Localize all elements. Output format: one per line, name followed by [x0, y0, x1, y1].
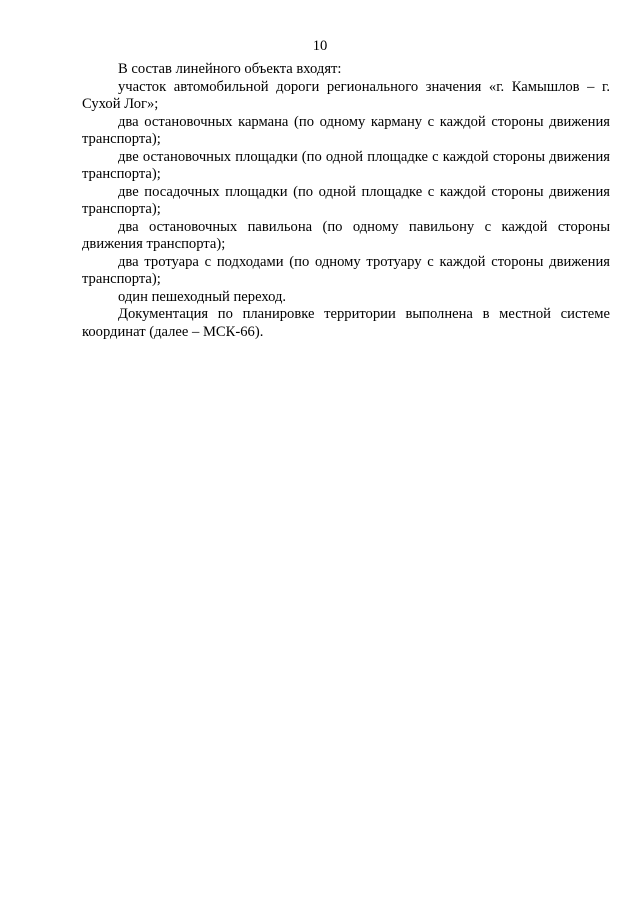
paragraph-stop-platforms: две остановочных площадки (по одной площадке с каждой стороны движения транспорта);	[82, 148, 610, 182]
paragraph-crosswalk: один пешеходный переход.	[118, 288, 287, 305]
paragraph-sidewalks: два тротуара с подходами (по одному тротуару с каждой стороны движения транспорта);	[82, 253, 610, 287]
paragraph-pavilions: два остановочных павильона (по одному павильону с каждой стороны движения транспорта);	[82, 218, 610, 252]
page-number: 10	[312, 38, 328, 54]
paragraph-bus-bays: два остановочных кармана (по одному карману с каждой стороны движения транспорта);	[82, 113, 610, 147]
paragraph-intro: В состав линейного объекта входят:	[118, 61, 342, 77]
paragraph-boarding-platforms: две посадочных площадки (по одной площадке с каждой стороны движения транспорта);	[82, 183, 610, 217]
paragraph-road-section: участок автомобильной дороги регионального значения «г. Камышлов – г. Сухой Лог»;	[82, 78, 610, 112]
paragraph-coordinate-system: Документация по планировке территории выполнена в местной системе координат (далее – МСК-66).	[82, 306, 610, 340]
document-body	[82, 61, 610, 341]
